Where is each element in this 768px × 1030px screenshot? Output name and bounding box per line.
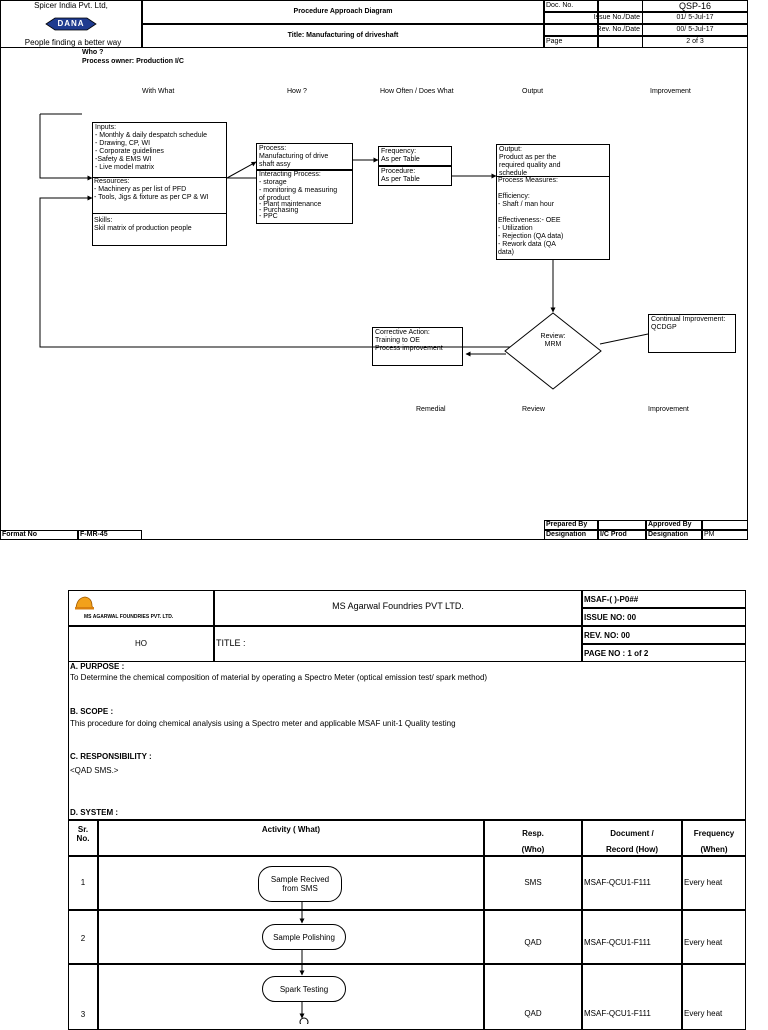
issue-no: ISSUE NO: 00: [584, 613, 637, 622]
title-label: TITLE :: [216, 638, 246, 648]
msaf-logo-text: MS AGARWAL FOUNDRIES PVT. LTD.: [84, 614, 174, 620]
interacting-process-box: Interacting Process: - storage - monitoring & measuring of product - Plant maintenance - Purchasing - PPC: [256, 170, 353, 224]
page-no: PAGE NO : 1 of 2: [584, 649, 649, 658]
remedial-label: Remedial: [416, 406, 446, 413]
flow-step-sample-polishing: Sample Polishing: [262, 924, 346, 950]
prepared-by: Prepared By: [546, 521, 588, 528]
col-how: How ?: [287, 88, 307, 95]
review-bottom-label: Review: [522, 406, 545, 413]
resources-box: Resources: - Machinery as per list of PFD - Tools, Jigs & fixture as per CP & WI: [94, 178, 209, 201]
inputs-box: Inputs: - Monthly & daily despatch schedule - Drawing, CP, WI - Corporate guidelines -Safety & EMS WI - Live model matrix: [92, 122, 227, 246]
purpose-heading: A. PURPOSE :: [70, 662, 125, 671]
process-measures: Process Measures: Efficiency: - Shaft / man hour Effectiveness:- OEE - Utilization - Rejection (QA data) - Rework data (QA data): [498, 177, 564, 256]
process-box: Process: Manufacturing of drive shaft assy: [256, 143, 353, 170]
col-how-often: How Often / Does What: [380, 88, 454, 95]
frequency-box: Frequency: As per Table: [378, 146, 452, 166]
process-owner: Process owner: Production I/C: [82, 58, 184, 65]
flow-step-sample-received: Sample Recived from SMS: [258, 866, 342, 902]
responsibility-text: <QAD SMS.>: [70, 766, 119, 775]
col-improvement: Improvement: [650, 88, 691, 95]
review-label: Review: MRM: [540, 333, 566, 348]
ho-label: HO: [135, 639, 147, 648]
activity-header: Activity ( What): [261, 825, 321, 834]
approved-by: Approved By: [648, 521, 692, 528]
skills-box: Skills: Skil matrix of production people: [94, 217, 192, 232]
company-name: Spicer India Pvt. Ltd,: [34, 1, 108, 10]
company-name-2: MS Agarwal Foundries PVT LTD.: [332, 601, 464, 611]
approved-designation-label: Designation: [648, 531, 689, 538]
improvement-bottom-label: Improvement: [648, 406, 689, 413]
prepared-designation-label: Designation: [546, 531, 587, 538]
prepared-designation: I/C Prod: [600, 531, 627, 538]
who-label: Who ?: [82, 49, 104, 56]
flow-step-spark-testing: Spark Testing: [262, 976, 346, 1002]
system-heading: D. SYSTEM :: [70, 808, 119, 817]
corrective-action-box: Corrective Action: Training to OE Process improvement: [372, 327, 463, 366]
col-with-what: With What: [142, 88, 175, 95]
approved-designation: PM: [704, 531, 715, 538]
purpose-text: To Determine the chemical composition of material by operating a Spectro Meter (optical emission test/ spark method): [70, 673, 488, 682]
rev-no: REV. NO: 00: [584, 631, 630, 640]
dana-logo: DANA: [45, 16, 97, 32]
tagline: People finding a better way: [24, 38, 122, 47]
responsibility-heading: C. RESPONSIBILITY :: [70, 752, 152, 761]
header-title: Procedure Approach Diagram: [293, 8, 393, 15]
doc-number: MSAF-( )-P0##: [584, 595, 639, 604]
continual-improvement-box: Continual Improvement: QCDGP: [648, 314, 736, 353]
procedure-box: Procedure: As per Table: [378, 166, 452, 186]
scope-heading: B. SCOPE :: [70, 707, 114, 716]
col-output: Output: [522, 88, 544, 95]
output-box: Output: Product as per the required quality and schedule: [496, 144, 610, 260]
doc-title: Title: Manufacturing of driveshaft: [287, 32, 399, 39]
scope-text: This procedure for doing chemical analysis using a Spectro meter and applicable MSAF unit-1 Quality testing: [70, 719, 456, 728]
